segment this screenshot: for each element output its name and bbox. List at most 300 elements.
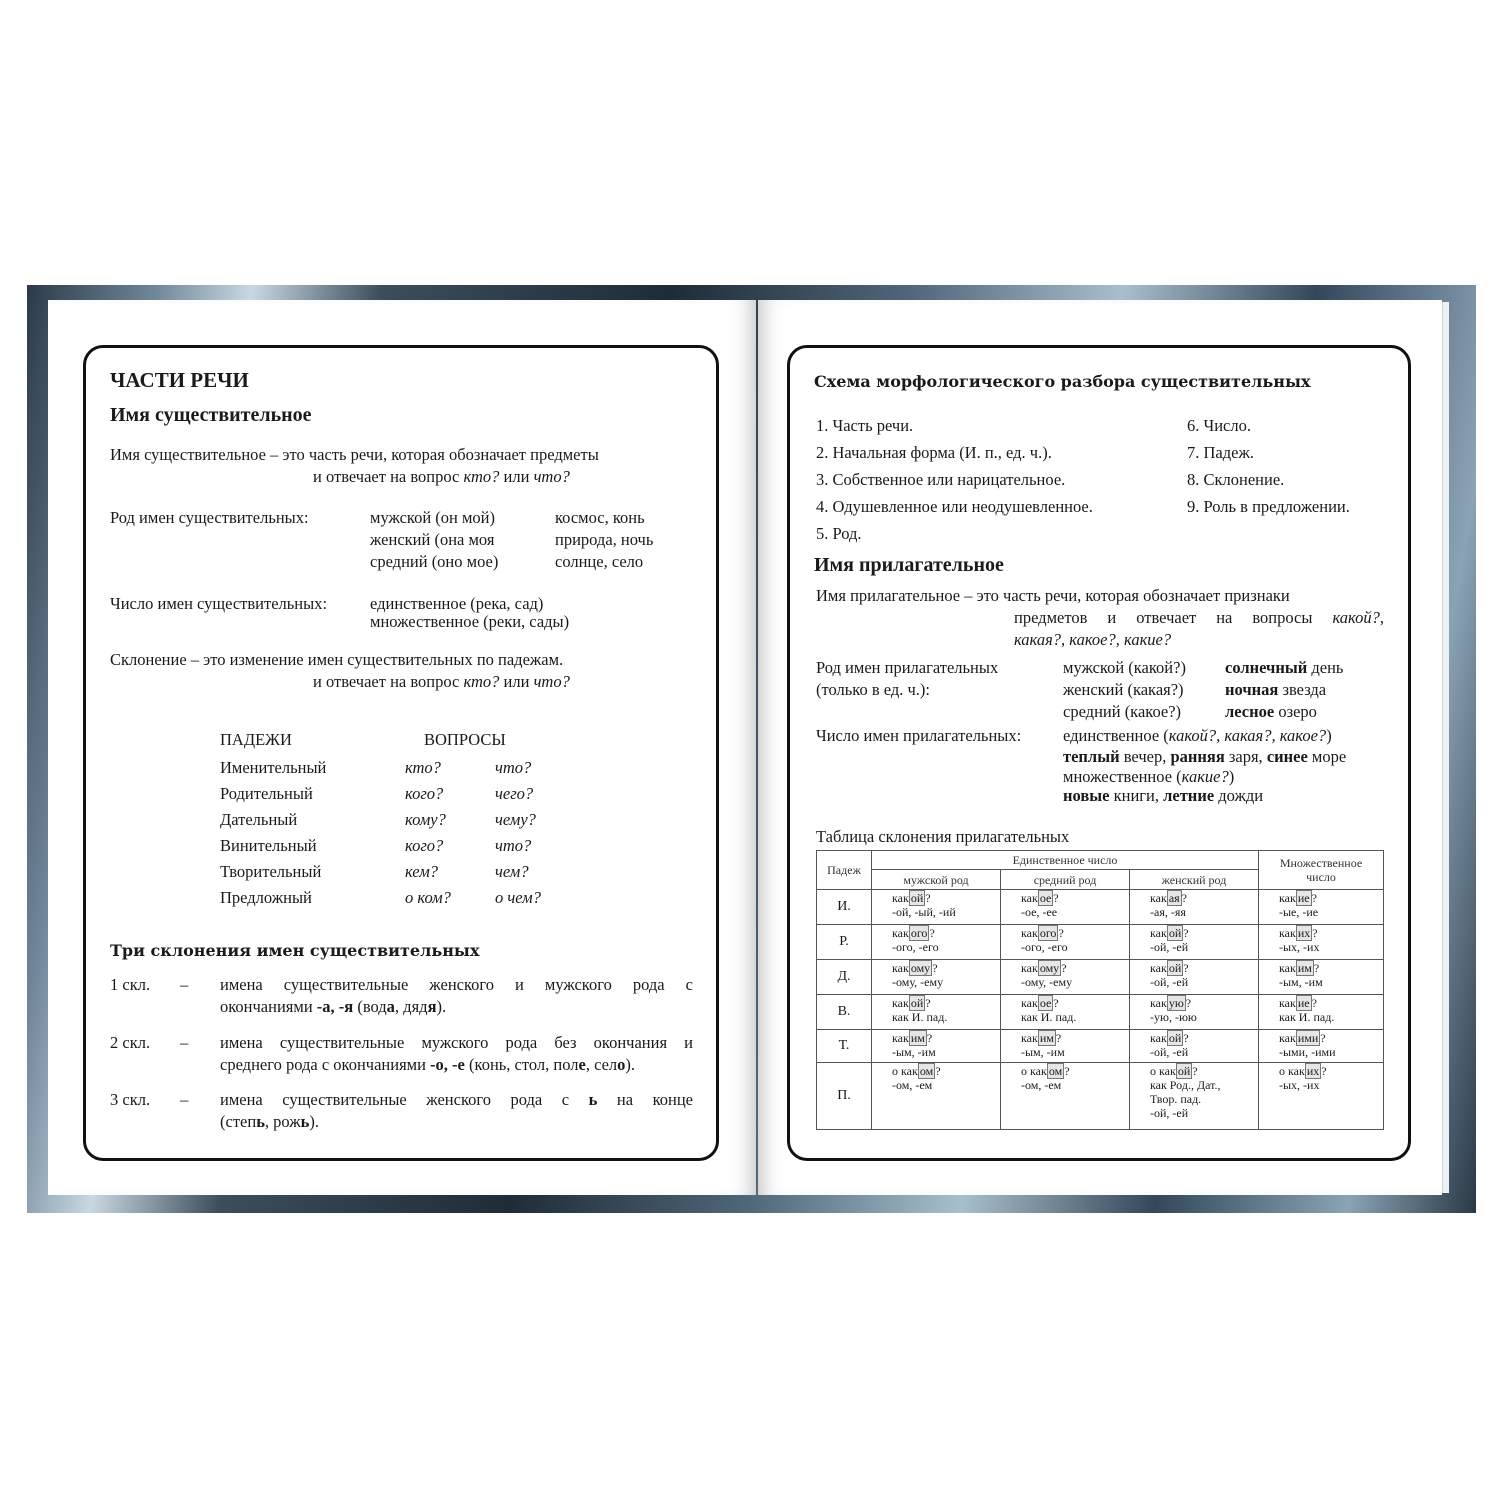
word-ending: ом: [919, 1064, 934, 1078]
question-word: [892, 926, 1000, 940]
question-word: [1279, 1031, 1383, 1045]
text-segment: , дяд: [394, 997, 428, 1016]
dash: –: [180, 1033, 189, 1052]
noun-definition-line: [110, 445, 599, 465]
declension-number: 2 скл.: [110, 1033, 151, 1052]
declension-number: 1 скл.: [110, 975, 151, 994]
header-feminine: женский род: [1130, 870, 1259, 890]
bold-text: новые: [1063, 786, 1110, 805]
word-stem: как: [1150, 961, 1167, 975]
declension-definition-line: [110, 650, 563, 670]
case-question: чего?: [495, 784, 534, 803]
text-segment: Имя прилагательное – это часть речи, которая обозначает признаки: [816, 586, 1290, 605]
declension-text-line: [220, 997, 446, 1017]
word-ending: ой: [1177, 1064, 1191, 1078]
word-stem: как: [1279, 926, 1296, 940]
case-cell: И.: [817, 890, 872, 925]
question-mark: ?: [925, 891, 931, 905]
bold-text: -о, -е: [430, 1055, 465, 1074]
adj-gender-form: женский (какая?): [1063, 680, 1184, 699]
gender-form: средний (оно мое): [370, 552, 499, 571]
question-word: [1150, 1064, 1258, 1078]
bold-text: теплый: [1063, 747, 1120, 766]
declension-text-line: [220, 1090, 693, 1110]
bold-text: а: [386, 997, 395, 1016]
text-segment: заря,: [1224, 747, 1267, 766]
word-stem: как: [892, 961, 909, 975]
header-singular: Единственное число: [872, 851, 1259, 870]
italic-text: какие?: [1181, 767, 1229, 786]
text-segment: или: [499, 672, 534, 691]
bold-text: о: [617, 1055, 626, 1074]
question-mark: ?: [1183, 926, 1189, 940]
ending-line: -ую, -юю: [1150, 1010, 1197, 1024]
question-mark: ?: [1055, 1031, 1062, 1045]
case-question: кем?: [405, 862, 438, 881]
bold-text: ранняя: [1170, 747, 1225, 766]
question-mark: ?: [1064, 1064, 1070, 1078]
ending-line: -ых, -их: [1279, 1078, 1320, 1092]
ending-line: -ому, -ему: [1021, 975, 1073, 989]
text-segment: ).: [309, 1112, 320, 1131]
declension-cell: [1001, 995, 1130, 1030]
question-word: [1150, 926, 1258, 940]
gender-form: женский (она моя: [370, 530, 495, 549]
case-question: кого?: [405, 836, 444, 855]
noun-definition-line: [313, 467, 570, 487]
number-label: Число имен существительных:: [110, 594, 328, 613]
table-row: [817, 960, 1384, 995]
question-word: [1150, 891, 1258, 905]
adj-number-label: Число имен прилагательных:: [816, 726, 1022, 745]
scheme-item: 1. Часть речи.: [816, 416, 914, 435]
question-mark: ?: [1185, 996, 1192, 1010]
word-ending: им: [1039, 1031, 1054, 1045]
adj-gender-label: (только в ед. ч.):: [816, 680, 931, 699]
word-ending: ом: [1048, 1064, 1063, 1078]
scheme-item: 9. Роль в предложении.: [1187, 497, 1350, 516]
word-stem: как: [1279, 996, 1296, 1010]
ending-line: -ого, -его: [892, 940, 939, 954]
case-name: Дательный: [220, 810, 298, 829]
ending-line: как И. пад.: [1021, 1010, 1077, 1024]
text-segment: (степ: [220, 1112, 257, 1131]
ending-line: -ому, -ему: [892, 975, 944, 989]
italic-text: какой?, какая?, какое?: [1168, 726, 1327, 745]
question-word: [1279, 996, 1383, 1010]
question-word: [892, 996, 1000, 1010]
question-word: [1021, 926, 1129, 940]
gender-example: космос, конь: [555, 508, 645, 527]
case-question: что?: [495, 836, 532, 855]
text-segment: книги,: [1109, 786, 1164, 805]
question-mark: ?: [935, 1064, 941, 1078]
word-stem: о как: [1150, 1064, 1176, 1078]
declension-text-line: [220, 1055, 635, 1075]
question-mark: ?: [1181, 891, 1187, 905]
header-neuter: средний род: [1001, 870, 1130, 890]
adjective-declension-table: [816, 850, 1384, 1130]
text-segment: ).: [436, 997, 447, 1016]
declension-cell: [1001, 1030, 1130, 1063]
question-word: [1279, 891, 1383, 905]
word-ending: ой: [910, 891, 924, 905]
ending-line: -ым, -им: [1279, 975, 1323, 989]
adj-number-line: [1063, 726, 1332, 746]
case-question: кому?: [405, 810, 446, 829]
question-mark: ?: [1058, 926, 1064, 940]
number-form: множественное (реки, сады): [370, 612, 570, 631]
bold-text: ь: [256, 1112, 265, 1131]
question-word: [892, 1031, 1000, 1045]
gender-label: Род имен существительных:: [110, 508, 309, 527]
declension-cell: [1130, 960, 1259, 995]
cases-header: ПАДЕЖИ: [220, 730, 292, 749]
text-segment: вечер,: [1119, 747, 1171, 766]
text-segment: окончаниями: [220, 997, 317, 1016]
section-title: ЧАСТИ РЕЧИ: [110, 368, 249, 392]
word-stem: как: [892, 996, 909, 1010]
case-cell: Р.: [817, 925, 872, 960]
word-stem: как: [1279, 961, 1296, 975]
word-ending: ую: [1168, 996, 1184, 1010]
adjective-definition-line: [816, 586, 1290, 606]
word-ending: ое: [1039, 891, 1052, 905]
word-ending: ой: [1168, 926, 1182, 940]
number-form: единственное (река, сад): [370, 594, 544, 613]
text-segment: множественное (: [1063, 767, 1182, 786]
question-mark: ?: [1321, 1064, 1327, 1078]
word-stem: как: [1021, 926, 1038, 940]
question-word: [1279, 961, 1383, 975]
question-mark: ?: [929, 926, 935, 940]
word-ending: ими: [1297, 1031, 1319, 1045]
word-stem: как: [1021, 961, 1038, 975]
table-row: [817, 925, 1384, 960]
declension-cell: [872, 995, 1001, 1030]
word-stem: как: [1150, 1031, 1167, 1045]
word-ending: их: [1297, 926, 1311, 940]
word-ending: ой: [1168, 961, 1182, 975]
ending-line: -ыми, -ими: [1279, 1045, 1336, 1059]
bold-text: ночная: [1225, 680, 1279, 699]
adj-gender-form: средний (какое?): [1063, 702, 1182, 721]
question-mark: ?: [1311, 996, 1317, 1010]
declension-cell: [1130, 890, 1259, 925]
ending-line: -ой, -ей: [1150, 1045, 1189, 1059]
text-segment: Склонение – это изменение имен существительных по падежам.: [110, 650, 564, 669]
question-mark: ?: [1061, 961, 1067, 975]
question-word: [1021, 1031, 1129, 1045]
text-segment: имена существительные женского рода с: [220, 1090, 589, 1109]
ending-line: Твор. пад.: [1150, 1092, 1202, 1106]
word-stem: как: [1150, 926, 1167, 940]
ending-line: -ым, -им: [892, 1045, 936, 1059]
text-segment: ).: [625, 1055, 636, 1074]
bold-text: лесное: [1225, 702, 1275, 721]
declension-cell: [872, 925, 1001, 960]
word-stem: как: [1021, 891, 1038, 905]
word-stem: как: [1150, 996, 1167, 1010]
scheme-item: 6. Число.: [1187, 416, 1251, 435]
text-segment: озеро: [1274, 702, 1317, 721]
scheme-item: 3. Собственное или нарицательное.: [816, 470, 1066, 489]
ending-line: -ым, -им: [1021, 1045, 1065, 1059]
case-cell: Т.: [817, 1030, 872, 1063]
text-segment: единственное (: [1063, 726, 1169, 745]
question-mark: ?: [1192, 1064, 1198, 1078]
case-question: что?: [495, 758, 532, 777]
word-stem: как: [892, 891, 909, 905]
ending-line: -ой, -ей: [1150, 940, 1189, 954]
case-question: о чем?: [495, 888, 541, 907]
declension-cell: [1001, 925, 1130, 960]
ending-line: -ые, -ие: [1279, 905, 1319, 919]
questions-header: ВОПРОСЫ: [424, 730, 506, 749]
adj-gender-example: [1225, 680, 1326, 700]
word-stem: как: [1279, 891, 1296, 905]
bold-text: я: [427, 997, 437, 1016]
question-mark: ?: [925, 996, 931, 1010]
word-ending: ое: [1039, 996, 1052, 1010]
ending-line: -ой, -ей: [1150, 1106, 1189, 1120]
declension-cell: [872, 890, 1001, 925]
case-question: о ком?: [405, 888, 451, 907]
table-row: [817, 1063, 1384, 1130]
text-segment: ): [1326, 726, 1332, 745]
table-row: [817, 1030, 1384, 1063]
adjective-title: Имя прилагательное: [814, 554, 1004, 576]
case-cell: П.: [817, 1063, 872, 1130]
adj-number-line: [1063, 767, 1234, 787]
adj-gender-form: мужской (какой?): [1063, 658, 1186, 677]
case-name: Предложный: [220, 888, 312, 907]
declension-cell: [1259, 960, 1384, 995]
noun-title: Имя существительное: [110, 404, 312, 426]
declension-cell: [1259, 1030, 1384, 1063]
word-ending: ой: [910, 996, 924, 1010]
text-segment: (вод: [353, 997, 387, 1016]
word-ending: ому: [910, 961, 931, 975]
declension-cell: [1130, 995, 1259, 1030]
declension-number: 3 скл.: [110, 1090, 151, 1109]
word-ending: им: [1297, 961, 1312, 975]
declension-cell: [872, 960, 1001, 995]
declension-cell: [1259, 1063, 1384, 1130]
word-ending: ой: [1168, 1031, 1182, 1045]
bold-text: солнечный: [1225, 658, 1308, 677]
ending-line: -ого, -его: [1021, 940, 1068, 954]
question-mark: ?: [1183, 961, 1189, 975]
text-segment: звезда: [1278, 680, 1327, 699]
declension-cell: [872, 1063, 1001, 1130]
question-mark: ?: [1313, 961, 1320, 975]
ending-line: -ом, -ем: [892, 1078, 933, 1092]
declension-cell: [1130, 1063, 1259, 1130]
word-ending: ого: [910, 926, 928, 940]
word-stem: как: [892, 1031, 909, 1045]
question-word: [1150, 961, 1258, 975]
word-stem: о как: [1279, 1064, 1305, 1078]
dash: –: [180, 1090, 189, 1109]
ending-line: как Род., Дат.,: [1150, 1078, 1221, 1092]
scheme-item: 5. Род.: [816, 524, 862, 543]
declension-cell: [1001, 890, 1130, 925]
question-mark: ?: [1053, 996, 1059, 1010]
table-row: [817, 995, 1384, 1030]
question-word: [1021, 1064, 1129, 1078]
text-segment: , сел: [585, 1055, 618, 1074]
word-stem: о как: [1021, 1064, 1047, 1078]
gender-form: мужской (он мой): [370, 508, 495, 527]
case-question: чем?: [495, 862, 529, 881]
word-ending: ая: [1168, 891, 1180, 905]
text-segment: среднего рода с окончаниями: [220, 1055, 431, 1074]
text-segment: имена существительные мужского рода без окончания и: [220, 1033, 693, 1052]
three-declensions-title: Три склонения имен существительных: [110, 941, 480, 960]
text-segment: предметов и отвечает на вопросы: [1014, 608, 1333, 627]
italic-text: какой?,: [1332, 608, 1384, 627]
question-mark: ?: [1053, 891, 1059, 905]
adjective-definition-line: [1014, 630, 1171, 650]
word-stem: как: [1021, 1031, 1038, 1045]
word-stem: как: [1021, 996, 1038, 1010]
table-row: [817, 890, 1384, 925]
word-ending: ие: [1297, 891, 1310, 905]
question-mark: ?: [1312, 926, 1318, 940]
adj-gender-example: [1225, 702, 1317, 722]
gender-example: солнце, село: [555, 552, 644, 571]
bold-text: ь: [588, 1090, 598, 1109]
question-word: [892, 961, 1000, 975]
ending-line: -ых, -их: [1279, 940, 1320, 954]
declension-text-line: [220, 1112, 319, 1132]
table-caption: Таблица склонения прилагательных: [816, 827, 1070, 846]
declension-cell: [1259, 925, 1384, 960]
case-cell: Д.: [817, 960, 872, 995]
question-word: [1279, 1064, 1383, 1078]
case-name: Творительный: [220, 862, 322, 881]
text-segment: имена существительные женского и мужского рода с: [220, 975, 693, 994]
scheme-item: 4. Одушевленное или неодушевленное.: [816, 497, 1093, 516]
declension-cell: [872, 1030, 1001, 1063]
ending-line: -ая, -яя: [1150, 905, 1186, 919]
question-word: [1021, 961, 1129, 975]
ending-line: -ое, -ее: [1021, 905, 1058, 919]
text-segment: на конце: [597, 1090, 693, 1109]
word-stem: как: [892, 926, 909, 940]
text-segment: море: [1307, 747, 1347, 766]
ending-line: как И. пад.: [892, 1010, 948, 1024]
question-word: [1150, 996, 1258, 1010]
ending-line: -ой, -ей: [1150, 975, 1189, 989]
question-word: [1021, 891, 1129, 905]
word-ending: ому: [1039, 961, 1060, 975]
question-word: [1279, 926, 1383, 940]
word-ending: ие: [1297, 996, 1310, 1010]
dash: –: [180, 975, 189, 994]
question-mark: ?: [1183, 1031, 1189, 1045]
adjective-definition-line: [1014, 608, 1384, 628]
text-segment: ): [1228, 767, 1235, 786]
adj-gender-example: [1225, 658, 1343, 678]
case-question: кого?: [405, 784, 444, 803]
italic-text: что?: [533, 467, 570, 486]
question-mark: ?: [926, 1031, 933, 1045]
word-stem: о как: [892, 1064, 918, 1078]
text-segment: Имя существительное – это часть речи, которая обозначает предметы: [110, 445, 599, 464]
declension-cell: [1001, 1063, 1130, 1130]
word-ending: им: [910, 1031, 925, 1045]
word-ending: ого: [1039, 926, 1057, 940]
text-segment: или: [499, 467, 534, 486]
bold-text: летние: [1163, 786, 1215, 805]
gender-example: природа, ночь: [555, 530, 654, 549]
question-word: [1021, 996, 1129, 1010]
declension-cell: [1130, 1030, 1259, 1063]
case-question: кто?: [405, 758, 441, 777]
bold-text: синее: [1266, 747, 1308, 766]
declension-definition-line: [313, 672, 570, 692]
italic-text: какая?, какое?, какие?: [1014, 630, 1172, 649]
bold-text: ь: [300, 1112, 310, 1131]
text-segment: , рож: [264, 1112, 301, 1131]
bold-text: -а, -я: [316, 997, 354, 1016]
adj-number-line: [1063, 786, 1263, 806]
question-word: [1150, 1031, 1258, 1045]
adj-gender-label: Род имен прилагательных: [816, 658, 999, 677]
text-segment: дожди: [1214, 786, 1264, 805]
header-masculine: мужской род: [872, 870, 1001, 890]
case-question: чему?: [495, 810, 536, 829]
word-stem: как: [1279, 1031, 1296, 1045]
scheme-item: 2. Начальная форма (И. п., ед. ч.).: [816, 443, 1052, 462]
question-word: [892, 891, 1000, 905]
word-ending: их: [1306, 1064, 1320, 1078]
text-segment: день: [1307, 658, 1344, 677]
bold-text: е: [578, 1055, 586, 1074]
italic-text: кто?: [463, 672, 500, 691]
declension-text-line: [220, 975, 693, 995]
case-name: Родительный: [220, 784, 313, 803]
question-mark: ?: [1320, 1031, 1326, 1045]
declension-cell: [1130, 925, 1259, 960]
declension-cell: [1001, 960, 1130, 995]
scheme-item: 7. Падеж.: [1187, 443, 1254, 462]
text-segment: (конь, стол, пол: [464, 1055, 579, 1074]
scheme-item: 8. Склонение.: [1187, 470, 1285, 489]
declension-text-line: [220, 1033, 693, 1053]
ending-line: -ом, -ем: [1021, 1078, 1062, 1092]
header-case: Падеж: [817, 851, 872, 890]
question-word: [892, 1064, 1000, 1078]
text-segment: и отвечает на вопрос: [313, 467, 464, 486]
text-segment: и отвечает на вопрос: [313, 672, 464, 691]
italic-text: кто?: [463, 467, 500, 486]
word-stem: как: [1150, 891, 1167, 905]
ending-line: -ой, -ый, -ий: [892, 905, 956, 919]
scheme-title: Схема морфологического разбора существительных: [814, 372, 1311, 391]
case-cell: В.: [817, 995, 872, 1030]
case-name: Именительный: [220, 758, 327, 777]
question-mark: ?: [932, 961, 938, 975]
page-edges: [1442, 302, 1449, 1193]
italic-text: что?: [533, 672, 570, 691]
ending-line: как И. пад.: [1279, 1010, 1335, 1024]
question-mark: ?: [1311, 891, 1317, 905]
adj-number-line: [1063, 747, 1346, 767]
header-plural: Множественное число: [1259, 851, 1384, 890]
